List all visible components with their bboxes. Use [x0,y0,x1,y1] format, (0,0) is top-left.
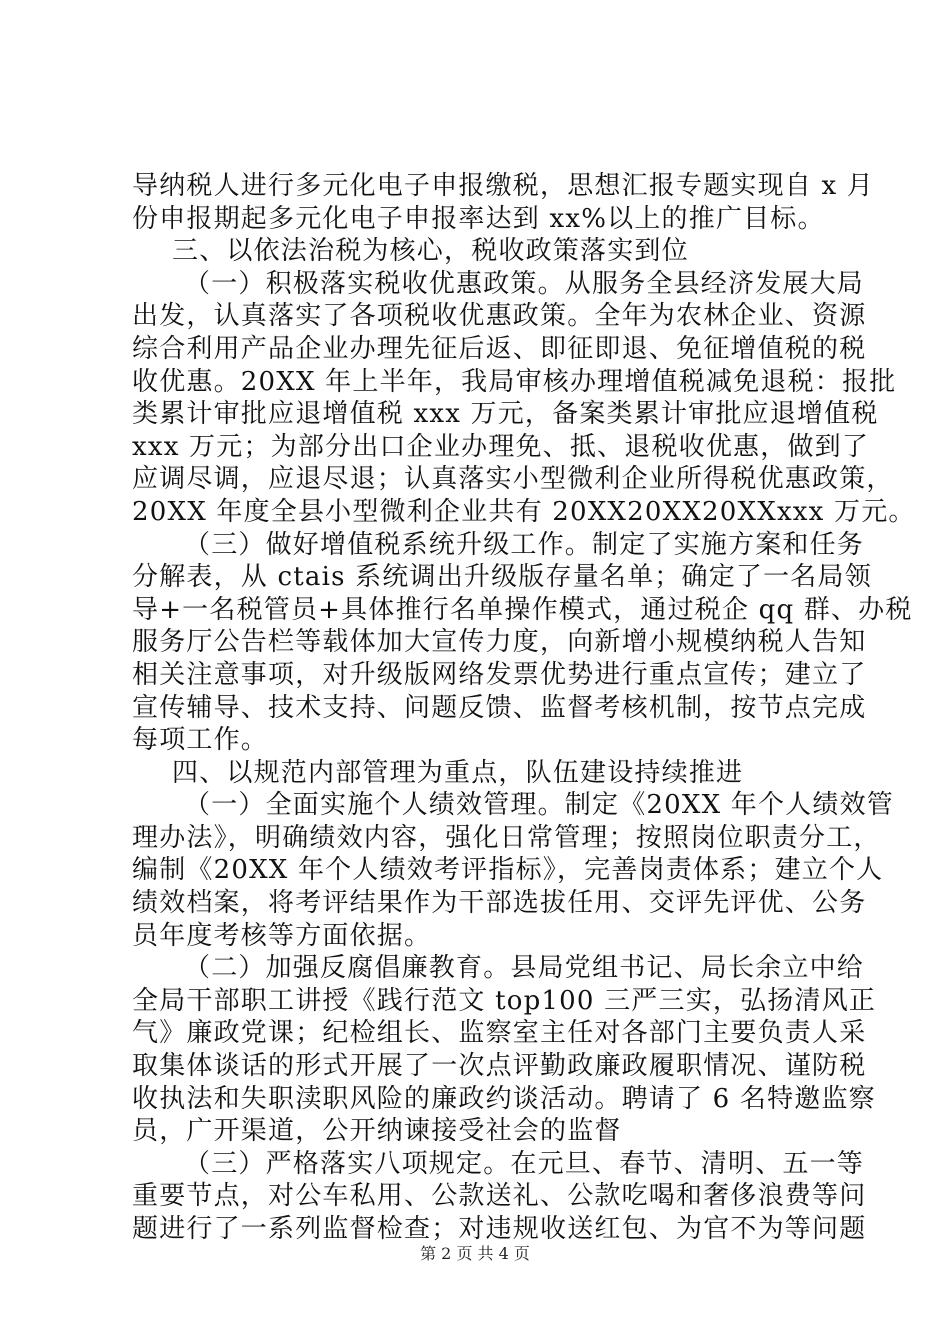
page-number-footer: 第 2 页 共 4 页 [420,1244,530,1263]
text-line: 收优惠。20XX 年上半年，我局审核办理增值税减免退税：报批 [132,366,897,397]
section-heading: 四、以规范内部管理为重点，队伍建设持续推进 [172,757,744,788]
text-line: 导纳税人进行多元化电子申报缴税，思想汇报专题实现自 x 月 [132,171,874,201]
paragraph-start: （二）加强反腐倡廉教育。县局党组书记、局长余立中给 [184,953,865,984]
text-line: 相关注意事项，对升级版网络发票优势进行重点宣传；建立了 [132,659,867,690]
paragraph-start: （三）做好增值税系统升级工作。制定了实施方案和任务 [184,529,865,560]
text-line: 每项工作。 [132,725,269,756]
text-line: 取集体谈话的形式开展了一次点评勤政廉政履职情况、谨防税 [132,1051,867,1082]
text-line: 收执法和失职渎职风险的廉政约谈活动。聘请了 6 名特邀监察 [132,1083,876,1114]
text-line: 导+一名税管员+具体推行名单操作模式，通过税企 qq 群、办税 [132,594,913,625]
text-line: 综合利用产品企业办理先征后返、即征即退、免征增值税的税 [132,333,867,364]
section-heading: 三、以依法治税为核心，税收政策落实到位 [172,236,689,267]
text-line: 宣传辅导、技术支持、问题反馈、监督考核机制，按节点完成 [132,692,867,723]
text-line: 全局干部职工讲授《践行范文 top100 三严三实，弘扬清风正 [132,985,877,1016]
text-line: 重要节点，对公车私用、公款送礼、公款吃喝和奢侈浪费等问 [132,1181,867,1212]
paragraph-start: （一）全面实施个人绩效管理。制定《20XX 年个人绩效管 [184,790,894,821]
text-line: 气》廉政党课；纪检组长、监察室主任对各部门主要负责人采 [132,1018,867,1049]
text-line: 服务厅公告栏等载体加大宣传力度，向新增小规模纳税人告知 [132,627,867,658]
text-line: 题进行了一系列监督检查；对违规收送红包、为官不为等问题 [132,1214,867,1244]
text-line: 份申报期起多元化电子申报率达到 xx%以上的推广目标。 [132,203,825,234]
text-line: 应调尽调，应退尽退；认真落实小型微利企业所得税优惠政策， [132,464,894,495]
text-line: 分解表，从 ctais 系统调出升级版存量名单；确定了一名局领 [132,562,872,593]
text-line: xxx 万元；为部分出口企业办理免、抵、退税收优惠，做到了 [132,431,870,462]
paragraph-start: （三）严格落实八项规定。在元旦、春节、清明、五一等 [184,1148,865,1179]
text-line: 出发，认真落实了各项税收优惠政策。全年为农林企业、资源 [132,301,867,332]
text-line: 理办法》，明确绩效内容，强化日常管理；按照岗位职责分工， [132,822,881,853]
text-line: 类累计审批应退增值税 xxx 万元，备案类累计审批应退增值税 [132,399,879,430]
text-line: 20XX 年度全县小型微利企业共有 20XX20XX20XXxxx 万元。 [132,496,916,527]
document-body [132,170,916,1246]
text-line: 员，广开渠道，公开纳谏接受社会的监督 [132,1116,622,1147]
paragraph-start: （一）积极落实税收优惠政策。从服务全县经济发展大局 [184,268,865,299]
text-line: 员年度考核等方面依据。 [132,920,432,951]
text-line: 绩效档案，将考评结果作为干部选拔任用、交评先评优、公务 [132,888,867,919]
text-line: 编制《20XX 年个人绩效考评指标》，完善岗责体系；建立个人 [132,855,884,886]
